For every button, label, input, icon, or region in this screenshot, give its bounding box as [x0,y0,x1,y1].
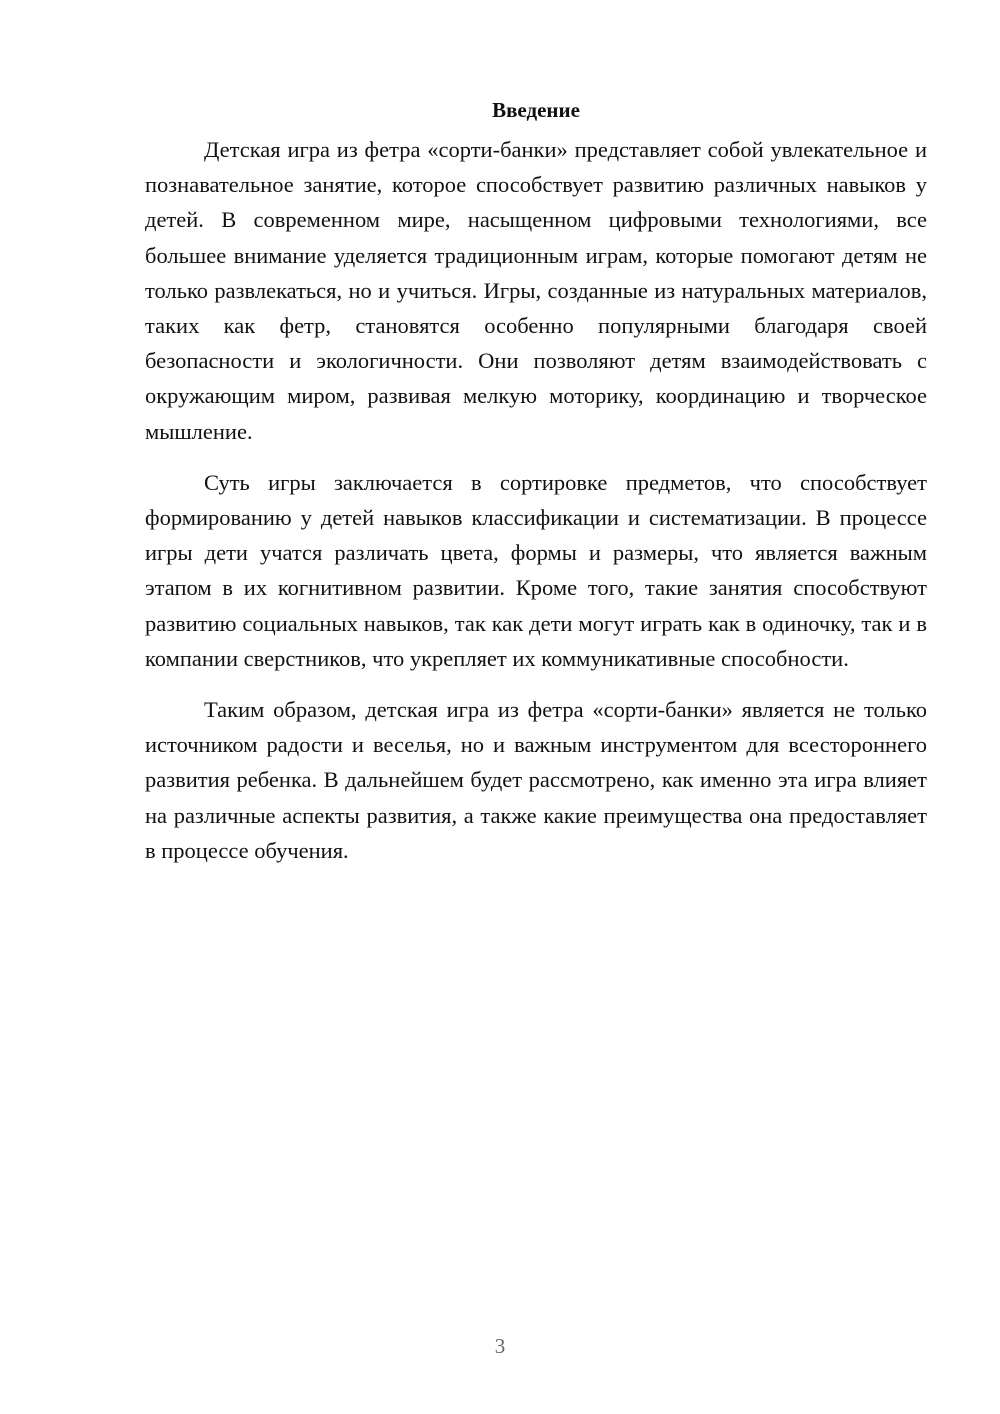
page-number: 3 [494,1334,506,1358]
page-content [145,92,927,868]
section-heading: Введение [492,98,580,122]
paragraph-1: Детская игра из фетра «сорти-банки» представляет собой увлекательное и познавательное занятие, которое способствует развитию различных навыков у детей. В современном мире, насыщенном цифровыми технологиями, все большее внимание уделяется традиционным играм, которые помогают детям не только развлекаться, но и учиться. Игры, созданные из натуральных материалов, таких как фетр, становятся особенно популярными благодаря своей безопасности и экологичности. Они позволяют детям взаимодействовать с окружающим миром, развивая мелкую моторику, координацию и творческое мышление. [145,137,927,444]
paragraph-3: Таким образом, детская игра из фетра «сорти-банки» является не только источником радости и веселья, но и важным инструментом для всестороннего развития ребенка. В дальнейшем будет рассмотрено, как именно эта игра влияет на различные аспекты развития, а также какие преимущества она предоставляет в процессе обучения. [145,697,927,863]
paragraph-2: Суть игры заключается в сортировке предметов, что способствует формированию у детей навыков классификации и систематизации. В процессе игры дети учатся различать цвета, формы и размеры, что является важным этапом в их когнитивном развитии. Кроме того, такие занятия способствуют развитию социальных навыков, так как дети могут играть как в одиночку, так и в компании сверстников, что укрепляет их коммуникативные способности. [145,469,927,671]
